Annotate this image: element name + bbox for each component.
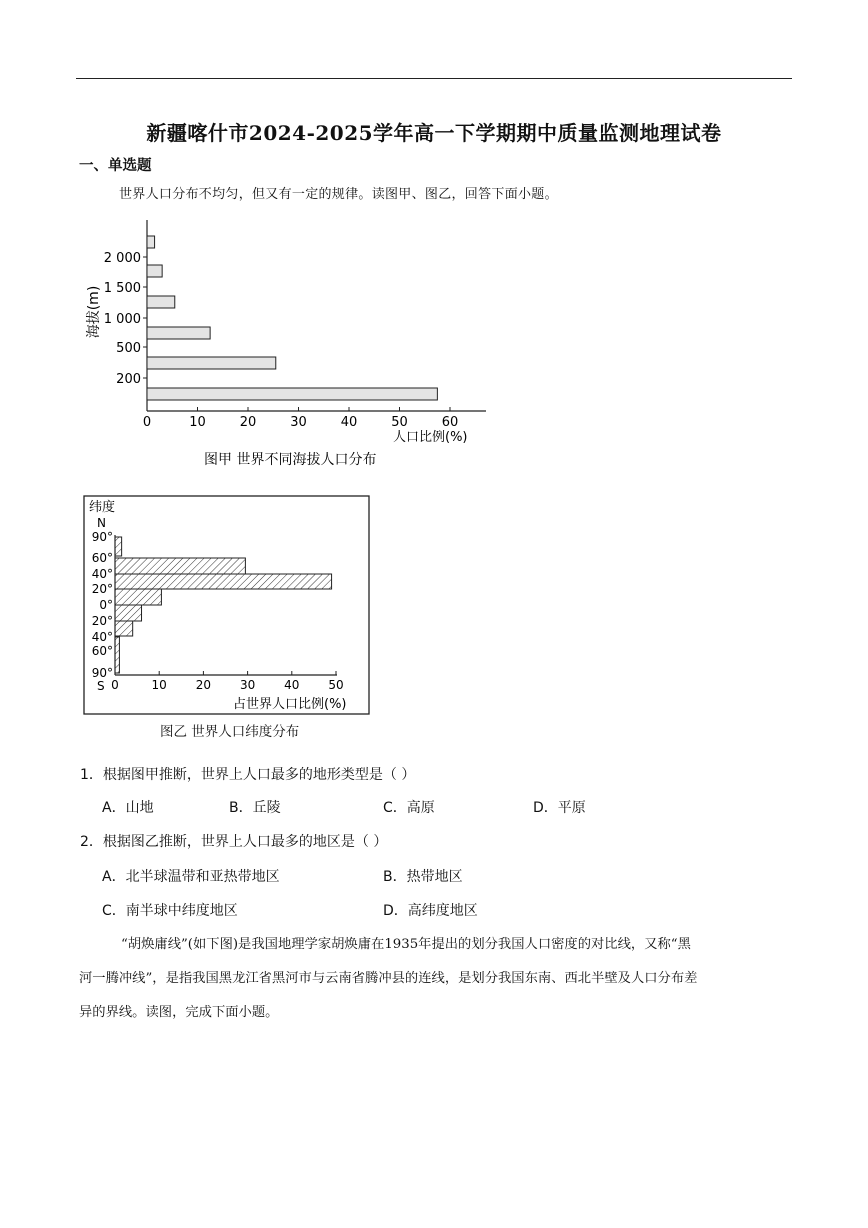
chart-a-title: 图甲 世界不同海拔人口分布 [204,452,377,468]
chart-a-ylabel: 海拔(m) [86,285,102,339]
chart-a-xtick-label: 30 [290,415,307,430]
chart-b-xtick-label: 20 [195,678,212,692]
chart-a-ytick-label: 500 [116,341,141,356]
q1-option-a[interactable]: A．山地 [102,800,154,816]
chart-b-xtick-label: 50 [328,678,344,692]
chart-a-bar [147,388,437,400]
chart-a-bar [147,327,210,339]
chart-b-title: 图乙 世界人口纬度分布 [160,724,300,740]
chart-b-bar [115,589,161,605]
intro-text: 世界人口分布不均匀，但又有一定的规律。读图甲、图乙，回答下面小题。 [119,187,558,202]
chart-b-ytick-label: 90° [91,666,113,680]
question-1: 1．根据图甲推断，世界上人口最多的地形类型是（ ） [80,767,416,783]
chart-b-xtick-label: 10 [151,678,167,692]
chart-b-bar [115,637,119,673]
chart-b-ytick-label: 40° [91,630,113,644]
chart-a-xtick-label: 60 [441,415,459,430]
header-rule [76,78,792,79]
section-heading: 一、单选题 [79,158,152,174]
chart-b-ytick-label: 90° [91,530,113,544]
chart-a-bar [147,357,276,369]
chart-b-ytick-label: 20° [91,614,113,628]
chart-b-ytick-label: 40° [91,567,113,581]
chart-b-bar [115,558,245,574]
chart-a-bar [147,236,155,248]
chart-b-north-label: N [97,516,106,530]
chart-b-xtick-label: 40 [284,678,300,692]
chart-b-bar [115,621,133,636]
chart-a-xtick-label: 0 [142,415,152,430]
chart-b-ytick-label: 60° [91,551,113,565]
chart-a-xtick-label: 20 [239,415,257,430]
chart-a-ytick-label: 2 000 [103,251,141,266]
chart-a-xtick-label: 40 [340,415,358,430]
chart-b-ytick-label: 60° [91,644,113,658]
chart-b-south-label: S [97,679,105,693]
q2-option-a[interactable]: A．北半球温带和亚热带地区 [102,869,280,885]
q2-option-c[interactable]: C．南半球中纬度地区 [102,903,238,919]
chart-b-bar [115,605,142,621]
passage-line-1: “胡焕庸线”(如下图)是我国地理学家胡焕庸在1935年提出的划分我国人口密度的对比线，又称“黑 [121,937,691,952]
chart-a-bar [147,296,175,308]
chart-a-ytick-label: 1 500 [103,281,141,296]
chart-a-ytick-label: 1 000 [103,312,141,327]
q2-option-b[interactable]: B．热带地区 [383,869,463,885]
q1-option-d[interactable]: D．平原 [533,800,586,816]
chart-b-xtick-label: 30 [239,678,256,692]
page-title: 新疆喀什市2024-2025学年高一下学期期中质量监测地理试卷 [146,121,722,145]
question-2: 2．根据图乙推断，世界上人口最多的地区是（ ） [80,834,388,850]
q1-option-c[interactable]: C．高原 [383,800,435,816]
altitude-chart [78,212,498,480]
passage-line-3: 异的界线。读图，完成下面小题。 [79,1005,279,1020]
chart-b-ylabel: 纬度 [89,500,116,515]
latitude-chart [83,495,373,717]
chart-b-ytick-label: 20° [91,582,113,596]
chart-b-bar [115,537,122,556]
chart-b-xtick-label: 0 [111,678,119,692]
chart-a-ytick-label: 200 [116,372,141,387]
passage-line-2: 河一腾冲线”，是指我国黑龙江省黑河市与云南省腾冲县的连线，是划分我国东南、西北半壁及人口分布差 [79,971,698,986]
q1-option-b[interactable]: B．丘陵 [229,800,281,816]
chart-a-xlabel: 人口比例(%) [393,430,468,445]
chart-b-bar [115,574,332,589]
chart-a-xtick-label: 10 [189,415,206,430]
chart-a-bar [147,265,162,277]
q2-option-d[interactable]: D．高纬度地区 [383,903,478,919]
chart-b-ytick-label: 0° [99,598,113,612]
chart-b-xlabel: 占世界人口比例(%) [233,697,347,712]
chart-a-xtick-label: 50 [391,415,408,430]
